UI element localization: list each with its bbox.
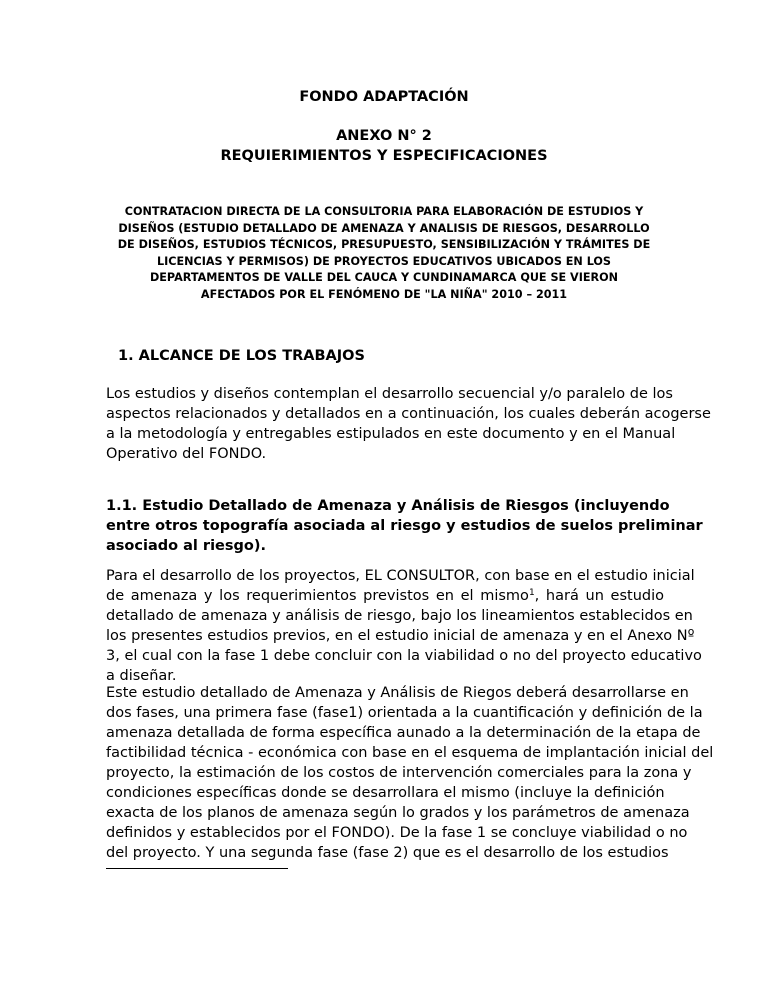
section-1-intro [106, 384, 711, 464]
heading-line: entre otros topografía asociada al riesgo y estudios de suelos preliminar [106, 518, 703, 534]
paragraph-line: Los estudios y diseños contemplan el desarrollo secuencial y/o paralelo de los [106, 386, 673, 402]
paragraph-line: detallado de amenaza y análisis de riesgo, bajo los lineamientos establecidos en [106, 608, 693, 624]
contract-title-line: DE DISEÑOS, ESTUDIOS TÉCNICOS, PRESUPUESTO, SENSIBILIZACIÓN Y TRÁMITES DE [117, 238, 651, 251]
annex-subtitle: REQUIERIMIENTOS Y ESPECIFICACIONES [220, 148, 548, 164]
paragraph-line: proyecto, la estimación de los costos de intervención comerciales para la zona y [106, 765, 692, 781]
paragraph-line: los presentes estudios previos, en el estudio inicial de amenaza y en el Anexo Nº [106, 628, 695, 644]
section-1-1-paragraph-1 [106, 566, 702, 686]
paragraph-line: del proyecto. Y una segunda fase (fase 2) que es el desarrollo de los estudios [106, 845, 669, 861]
section-1-1-paragraph-2 [106, 683, 714, 863]
footnote-separator [106, 868, 288, 869]
contract-title-line: DISEÑOS (ESTUDIO DETALLADO DE AMENAZA Y ANALISIS DE RIESGOS, DESARROLLO [118, 221, 650, 235]
paragraph-line: Operativo del FONDO. [106, 446, 267, 462]
paragraph-line: Para el desarrollo de los proyectos, EL CONSULTOR, con base en el estudio inicial [106, 568, 695, 584]
org-title: FONDO ADAPTACIÓN [299, 89, 469, 105]
paragraph-line: a diseñar. [106, 668, 177, 684]
paragraph-text: , hará un estudio [534, 588, 664, 604]
paragraph-line: amenaza detallada de forma específica aunado a la determinación de la etapa de [106, 725, 701, 741]
paragraph-line: definidos y establecidos por el FONDO). De la fase 1 se concluye viabilidad o no [106, 825, 688, 841]
contract-title-line: LICENCIAS Y PERMISOS) DE PROYECTOS EDUCATIVOS UBICADOS EN LOS [157, 254, 611, 268]
paragraph-line: 3, el cual con la fase 1 debe concluir con la viabilidad o no del proyecto educativo [106, 648, 702, 664]
section-1-1-heading [106, 496, 703, 556]
paragraph-line: aspectos relacionados y detallados en a continuación, los cuales deberán acogerse [106, 406, 711, 422]
paragraph-line [106, 586, 664, 606]
heading-line: 1.1. Estudio Detallado de Amenaza y Análisis de Riesgos (incluyendo [106, 498, 670, 514]
contract-title [0, 204, 768, 303]
paragraph-line: exacta de los planos de amenaza según lo grados y los parámetros de amenaza [106, 805, 690, 821]
contract-title-line: DEPARTAMENTOS DE VALLE DEL CAUCA Y CUNDINAMARCA QUE SE VIERON [150, 271, 618, 284]
annex-title: ANEXO N° 2 [336, 128, 432, 144]
contract-title-line: CONTRATACION DIRECTA DE LA CONSULTORIA PARA ELABORACIÓN DE ESTUDIOS Y [124, 205, 644, 218]
paragraph-line: a la metodología y entregables estipulados en este documento y en el Manual [106, 426, 676, 442]
paragraph-line: factibilidad técnica - económica con base en el esquema de implantación inicial del [106, 745, 714, 761]
paragraph-text: de amenaza y los requerimientos previstos en el mismo [106, 588, 529, 604]
heading-line: asociado al riesgo). [106, 538, 266, 554]
section-1-heading: 1. ALCANCE DE LOS TRABAJOS [118, 348, 365, 364]
contract-title-line: AFECTADOS POR EL FENÓMENO DE "LA NIÑA" 2010 – 2011 [200, 287, 568, 301]
footnote-ref[interactable]: 1 [528, 588, 535, 598]
paragraph-line: condiciones específicas donde se desarrollara el mismo (incluye la definición [106, 785, 665, 801]
paragraph-line: dos fases, una primera fase (fase1) orientada a la cuantificación y definición de la [106, 705, 703, 721]
paragraph-line: Este estudio detallado de Amenaza y Análisis de Riegos deberá desarrollarse en [106, 685, 689, 701]
